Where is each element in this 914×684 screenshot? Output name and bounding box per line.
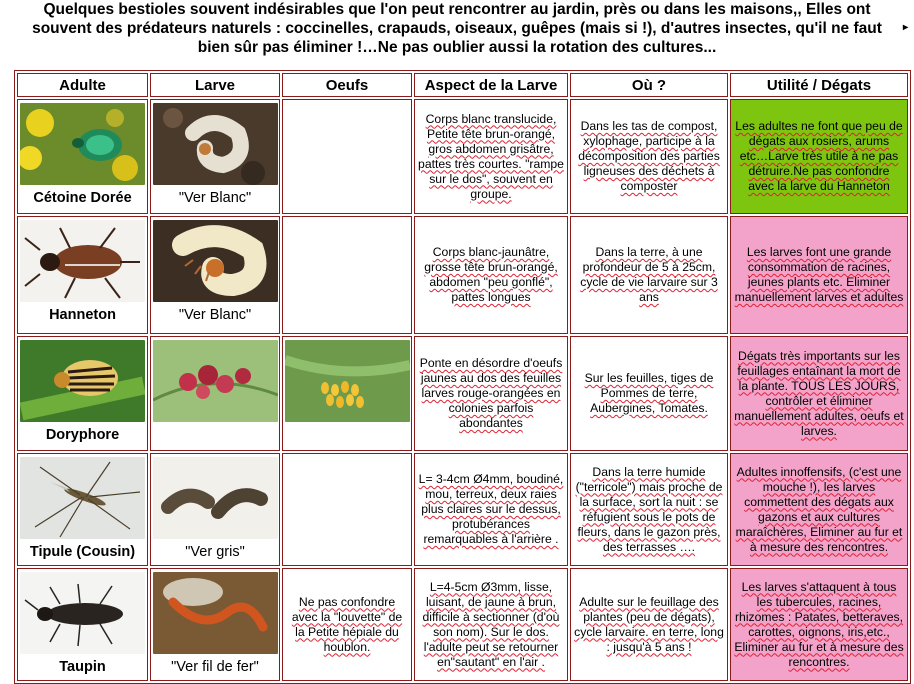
taupin-photo xyxy=(20,572,145,654)
larva-name: "Ver Blanc" xyxy=(178,190,252,206)
eggs-cell xyxy=(282,99,412,214)
adult-name: Taupin xyxy=(59,659,106,675)
doryphore-larvae-photo xyxy=(153,340,278,422)
where-cell: Dans les tas de compost, xylophage, participe à la décomposition des parties ligneuses des déchets à composter xyxy=(570,99,728,214)
eggs-cell: Ne pas confondre avec la "louvette" de la Petite hépiale du houblon. xyxy=(282,568,412,681)
larva-name: "Ver fil de fer" xyxy=(171,659,259,675)
adult-cell xyxy=(17,99,148,214)
ver-blanc-photo xyxy=(153,103,278,185)
table-row xyxy=(17,99,908,214)
where-cell: Sur les feuilles, tiges de Pommes de terre, Aubergines, Tomates. xyxy=(570,336,728,451)
utility-cell: Adultes innoffensifs, (c'est une mouche !), les larves commettent des dégats aux gazons et aux cultures maraîchères, Eliminer au fur et à mesure des rencontres. xyxy=(730,453,908,566)
pest-table xyxy=(14,70,911,684)
aspect-cell: L= 3-4cm Ø4mm, boudiné, mou, terreux, deux raies plus claires sur le dessus, protubérances remarquables à l'arrière . xyxy=(414,453,568,566)
hanneton-photo xyxy=(20,220,145,302)
larva-cell xyxy=(150,568,280,681)
adult-name: Cétoine Dorée xyxy=(33,190,132,206)
table-row xyxy=(17,568,908,681)
header-ou: Où ? xyxy=(570,73,728,97)
adult-name: Tipule (Cousin) xyxy=(29,544,136,560)
utility-cell: Dégats très importants sur les feuillages entaînant la mort de la plante. TOUS LES JOURS, contrôler et éliminer manuellement adultes, oeufs et larves. xyxy=(730,336,908,451)
ver-gris-photo xyxy=(153,457,278,539)
larva-cell xyxy=(150,453,280,566)
intro-text xyxy=(0,0,914,62)
header-oeufs: Oeufs xyxy=(282,73,412,97)
larva-name: "Ver gris" xyxy=(185,544,245,560)
table-row xyxy=(17,336,908,451)
adult-cell xyxy=(17,453,148,566)
larva-cell xyxy=(150,99,280,214)
header-utilite: Utilité / Dégats xyxy=(730,73,908,97)
eggs-cell xyxy=(282,216,412,334)
larva-name: "Ver Blanc" xyxy=(178,307,252,323)
ver-blanc-photo xyxy=(153,220,278,302)
utility-cell: Les larves font une grande consommation de racines, jeunes plants etc. Eliminer manuellement larves et adultes xyxy=(730,216,908,334)
doryphore-eggs-photo xyxy=(285,340,410,422)
header-aspect: Aspect de la Larve xyxy=(414,73,568,97)
doryphore-photo xyxy=(20,340,145,422)
tipule-photo xyxy=(20,457,145,539)
eggs-cell xyxy=(282,453,412,566)
cetoine-photo xyxy=(20,103,145,185)
intro-line-1: Quelques bestioles souvent indésirables que l'on peut rencontrer au jardin, près ou dans les maisons,, Elles ont xyxy=(43,1,871,18)
aspect-cell: Corps blanc-jaunâtre, grosse tête brun-orangé, abdomen "peu gonflé", pattes longues xyxy=(414,216,568,334)
utility-cell: Les larves s'attaquent à tous les tubercules, racines, rhizomes : Patates, betteraves, carottes, oignons, iris,etc., Eliminer au fur et à mesure des rencontres. xyxy=(730,568,908,681)
table-row xyxy=(17,216,908,334)
larva-cell xyxy=(150,336,280,451)
table-row xyxy=(17,453,908,566)
header-adulte: Adulte xyxy=(17,73,148,97)
adult-name: Hanneton xyxy=(49,307,116,323)
utility-cell: Les adultes ne font que peu de dégats aux rosiers, arums etc…Larve très utile à ne pas détruire.Ne pas confondre avec la larve du Hanneton xyxy=(730,99,908,214)
larva-cell xyxy=(150,216,280,334)
where-cell: Dans la terre humide ("terricole") mais proche de la surface, sort la nuit : se réfugient sous le pots de fleurs, dans le gazon près, des terrasses …. xyxy=(570,453,728,566)
adult-cell xyxy=(17,336,148,451)
table-header-row xyxy=(17,73,908,97)
adult-name: Doryphore xyxy=(45,427,120,443)
intro-line-3: bien sûr pas éliminer !…Ne pas oublier aussi la rotation des cultures... xyxy=(197,39,717,56)
aspect-cell: L=4-5cm Ø3mm, lisse, luisant, de jaune à brun, difficile à sectionner (d'où son nom). Sur le dos. l'adulte peut se retourner en"sautant" en l'air . xyxy=(414,568,568,681)
ver-fil-de-fer-photo xyxy=(153,572,278,654)
adult-cell xyxy=(17,568,148,681)
adult-cell xyxy=(17,216,148,334)
header-larve: Larve xyxy=(150,73,280,97)
intro-line-2: souvent des prédateurs naturels : coccinelles, crapauds, oiseaux, guêpes (mais si !), d'autres insectes, qu'il ne faut xyxy=(32,20,882,37)
eggs-cell xyxy=(282,336,412,451)
aspect-cell: Corps blanc translucide, Petite tête brun-orangé, gros abdomen grisâtre, pattes très courtes. "rampe sur le dos", souvent en groupe. xyxy=(414,99,568,214)
aspect-cell: Ponte en désordre d'oeufs jaunes au dos des feuilles larves rouge-orangées en colonies parfois abondantes xyxy=(414,336,568,451)
where-cell: Adulte sur le feuillage des plantes (peu de dégats), cycle larvaire. en terre, long : jusqu'à 5 ans ! xyxy=(570,568,728,681)
where-cell: Dans la terre, à une profondeur de 5 à 25cm, cycle de vie larvaire sur 3 ans xyxy=(570,216,728,334)
arrow-right-icon: ▸ xyxy=(902,22,908,33)
